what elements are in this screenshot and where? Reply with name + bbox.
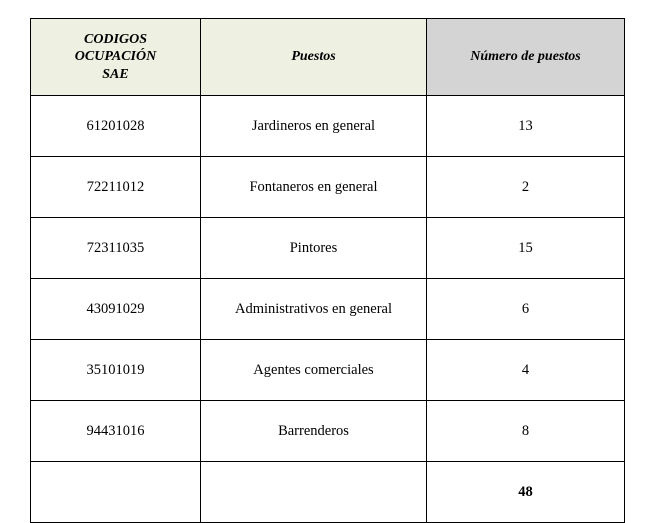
cell-job: Jardineros en general [201,96,427,157]
cell-code: 72311035 [31,218,201,279]
table-row [31,96,625,157]
cell-code: 61201028 [31,96,201,157]
table-header [31,19,625,96]
cell-code: 72211012 [31,157,201,218]
cell-count: 4 [427,340,625,401]
column-header-codigos-line1: CODIGOS [83,31,147,47]
jobs-table [30,18,625,523]
table-header-row [31,19,625,96]
column-header-puestos: Puestos [201,19,427,96]
cell-job: Barrenderos [201,401,427,462]
cell-count: 2 [427,157,625,218]
cell-code: 43091029 [31,279,201,340]
jobs-table-container [30,18,624,523]
cell-count: 15 [427,218,625,279]
cell-count: 8 [427,401,625,462]
column-header-numero-de-puestos: Número de puestos [427,19,625,96]
cell-job: Fontaneros en general [201,157,427,218]
table-row [31,279,625,340]
table-row [31,340,625,401]
cell-code: 35101019 [31,340,201,401]
cell-count: 6 [427,279,625,340]
cell-job: Administrativos en general [201,279,427,340]
table-row [31,401,625,462]
cell-count: 13 [427,96,625,157]
column-header-codigos-ocupacion-sae [31,19,201,96]
cell-empty-code [31,462,201,523]
column-header-codigos-line2: OCUPACIÓN [74,49,157,65]
table-row [31,218,625,279]
cell-empty-job [201,462,427,523]
table-row [31,157,625,218]
table-total-row [31,462,625,523]
cell-code: 94431016 [31,401,201,462]
cell-job: Pintores [201,218,427,279]
cell-total-count: 48 [427,462,625,523]
cell-job: Agentes comerciales [201,340,427,401]
table-body [31,96,625,523]
column-header-codigos-line3: SAE [102,66,129,82]
